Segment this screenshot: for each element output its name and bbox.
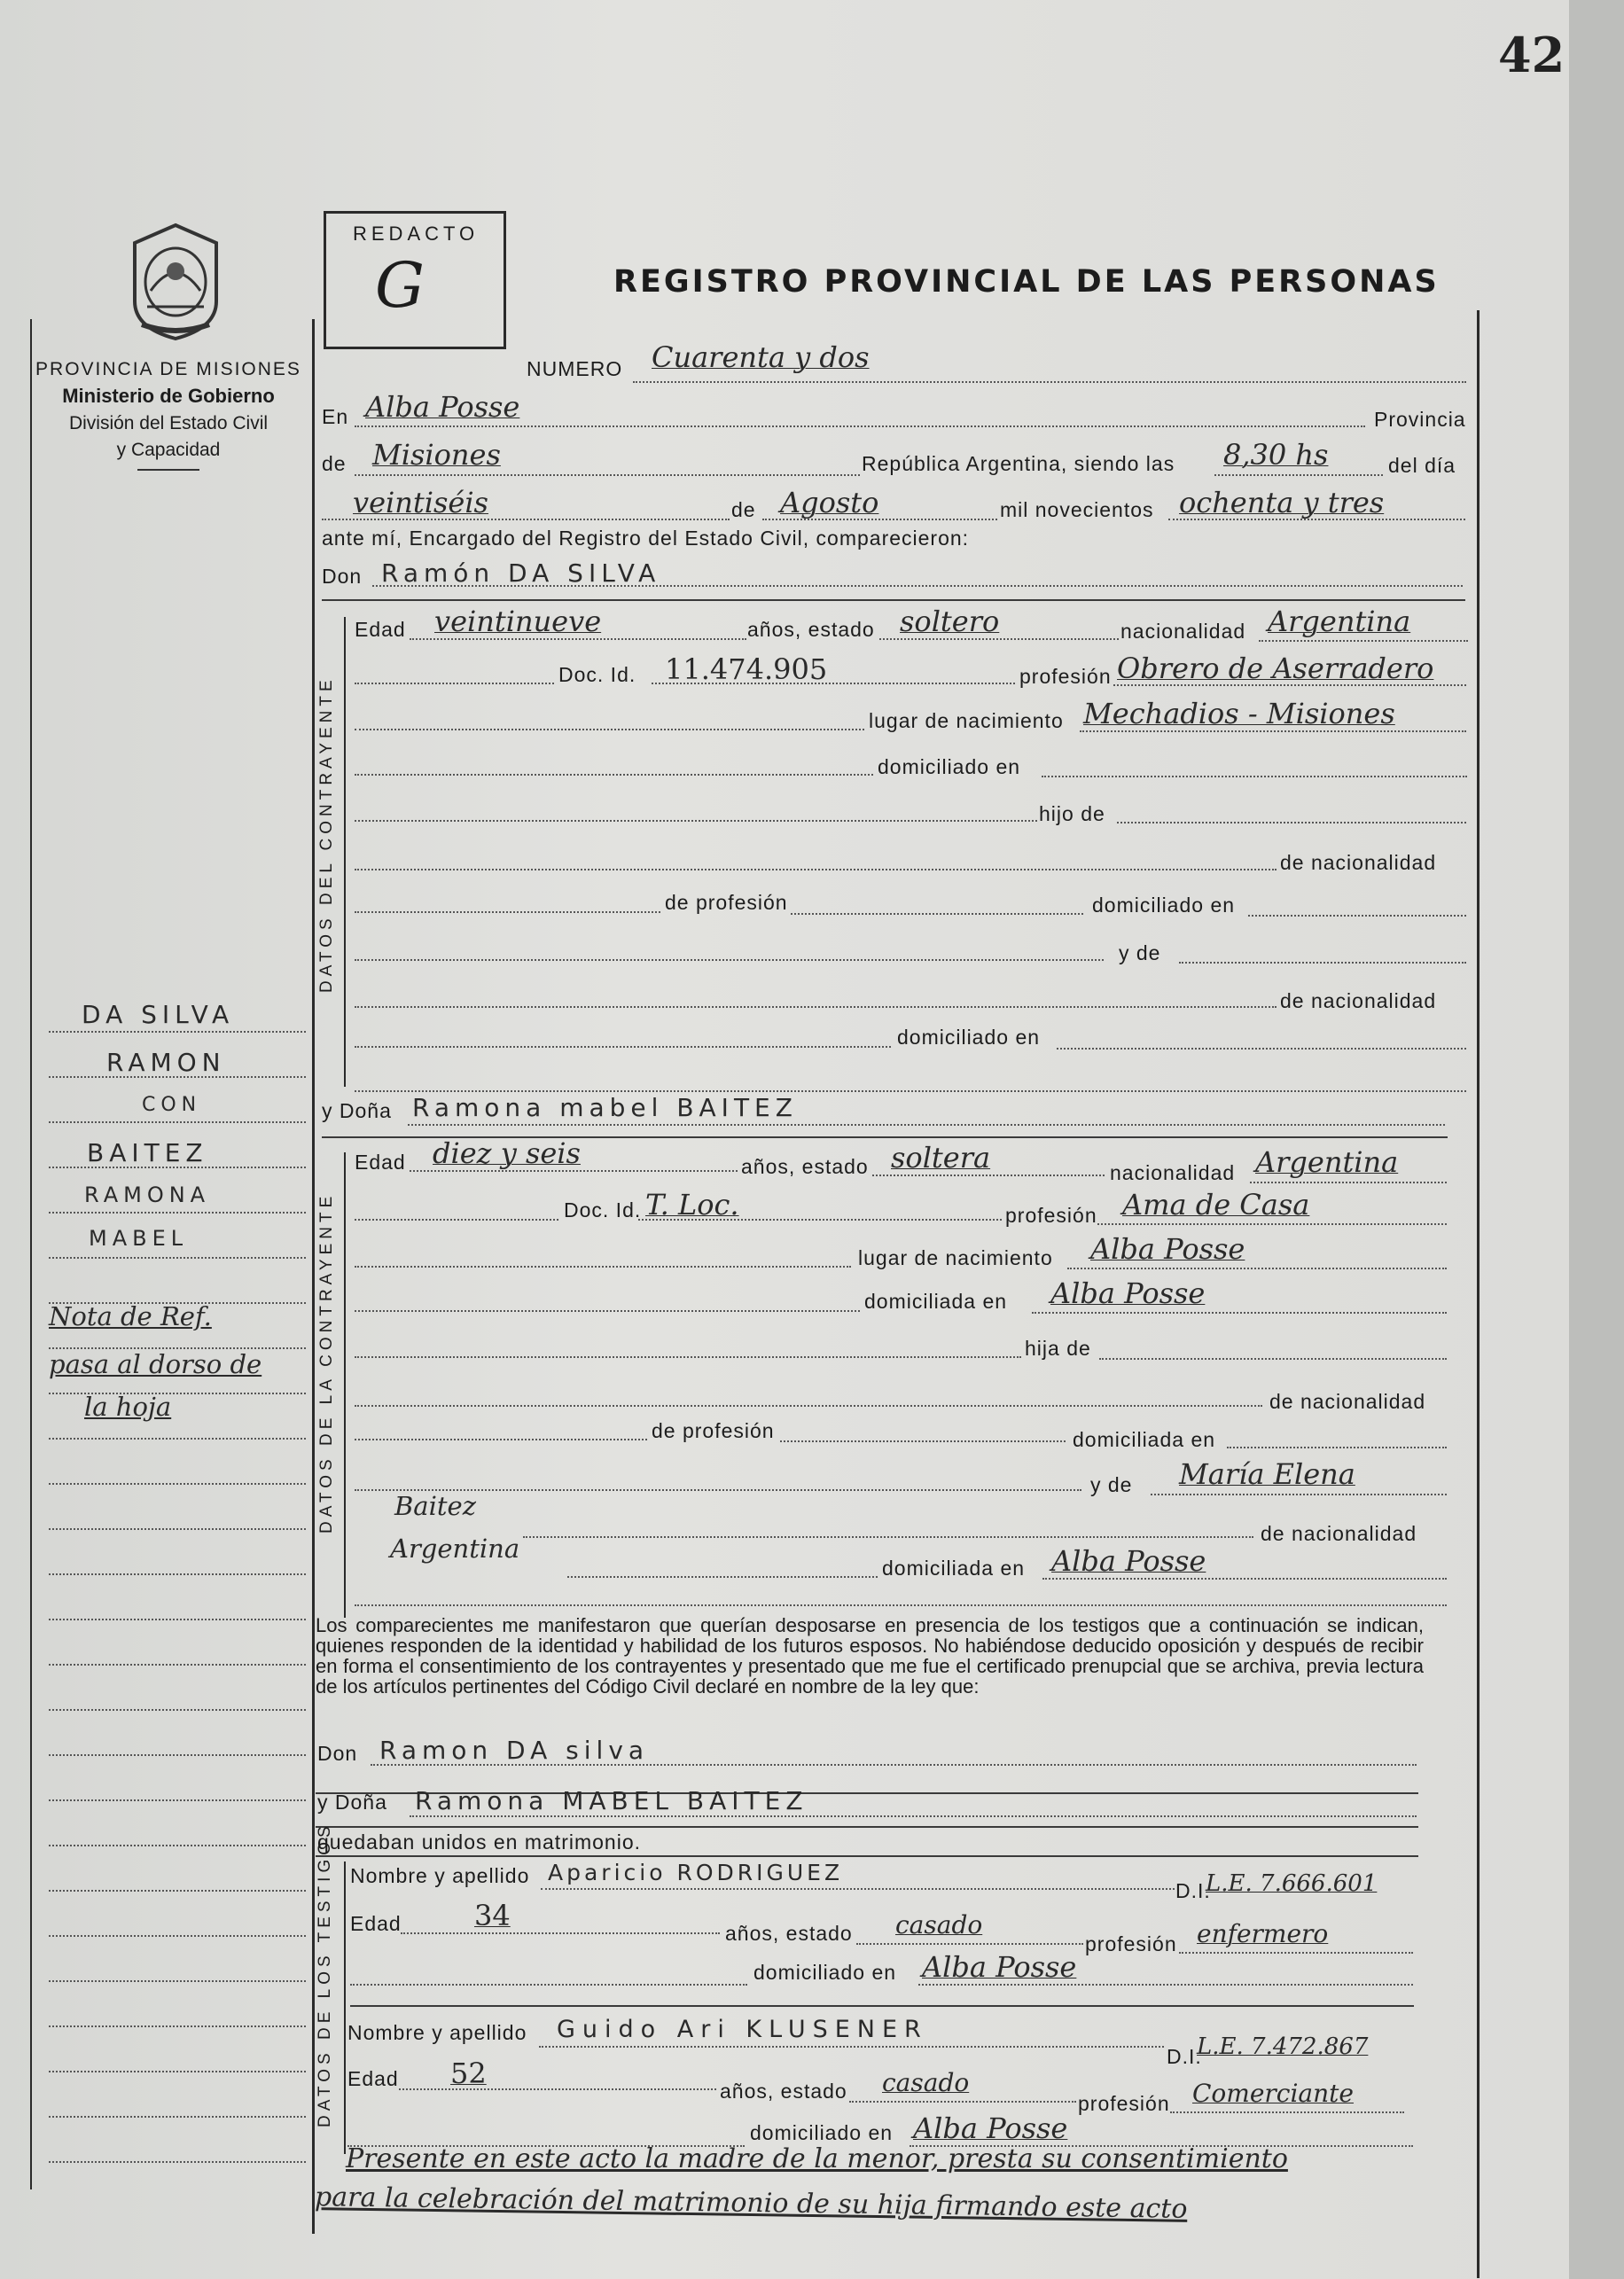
margin-ruled-line <box>49 1754 306 1756</box>
b-edad-line <box>410 1170 738 1172</box>
w1-dom-pre-line <box>350 1984 747 1986</box>
don-value: Ramón DA SILVA <box>381 558 661 588</box>
w1-anios-label: años, estado <box>725 1922 853 1945</box>
hora-value: 8,30 hs <box>1223 438 1329 472</box>
main-right-line <box>1477 310 1480 2278</box>
left-margin-line <box>30 319 32 2189</box>
document-title: REGISTRO PROVINCIAL DE LAS PERSONAS <box>613 264 1440 300</box>
w1-domiciliado-value: Alba Posse <box>922 1950 1077 1984</box>
b-yde-line <box>1151 1494 1447 1495</box>
numero-value: Cuarenta y dos <box>652 340 870 374</box>
g-edad-label: Edad <box>355 618 406 641</box>
decl-don-value: Ramon DA silva <box>379 1736 650 1765</box>
g-de-profesion-label: de profesión <box>665 891 788 914</box>
declaration-text: Los comparecientes me manifestaron que querían desposarse en presencia de los testigos que a continuación se indican, quienes responden de la identidad y habilidad de los futuros esposos. No habiéndose deducido oposición y después de recibir en forma el consentimiento de los contrayentes y presentado que me fue el certificado prenupcial que se archiva, previa lectura de los artículos pertinentes del Código Civil declaré en nombre de la ley que: <box>316 1614 1424 1698</box>
mes-value: Agosto <box>780 486 879 519</box>
margin-ruled-line <box>49 1212 306 1214</box>
b-de-nacionalidad-label: de nacionalidad <box>1269 1390 1426 1413</box>
g-doc-pre-line <box>355 683 554 684</box>
witness-bracket <box>344 1861 346 2154</box>
w1-nombre-value: Aparicio RODRIGUEZ <box>548 1860 844 1885</box>
b-domiciliada2-label: domiciliada en <box>1073 1428 1216 1451</box>
g-nacionalidad-value: Argentina <box>1268 605 1411 638</box>
bride-bracket <box>344 1152 346 1618</box>
margin-bride-name: RAMONA <box>84 1182 211 1207</box>
g-domiciliado-label: domiciliado en <box>878 755 1021 778</box>
margin-bride-surname: BAITEZ <box>87 1138 208 1167</box>
margin-ruled-line <box>49 1709 306 1711</box>
quedaban-rule <box>316 1855 1418 1857</box>
b-nac2-pre-line <box>355 1405 1262 1407</box>
org-division: División del Estado Civil <box>68 413 269 433</box>
margin-ruled-line <box>49 1483 306 1485</box>
witness-note-line2: para la celebración del matrimonio de su hija firmando este acto <box>314 2181 1188 2225</box>
w1-di-label: D.I. <box>1175 1879 1211 1902</box>
b-madre-domicilio: Alba Posse <box>1051 1544 1206 1578</box>
margin-surname: DA SILVA <box>82 1000 235 1029</box>
b-y-de-label: y de <box>1090 1473 1133 1496</box>
g-domiciliado-en-label: domiciliado en <box>1092 894 1236 917</box>
g-y-de-label: y de <box>1119 941 1161 964</box>
g-doc-label: Doc. Id. <box>558 663 636 686</box>
g-nac2-pre-line <box>355 869 1277 870</box>
groom-bracket <box>344 617 346 1087</box>
b-de-profesion-label: de profesión <box>652 1419 775 1442</box>
margin-ruled-line <box>49 1528 306 1530</box>
b-lugar-pre-line <box>355 1266 851 1268</box>
don-underline <box>322 599 1465 601</box>
dona-label: y Doña <box>322 1099 392 1122</box>
margin-ruled-line <box>49 1845 306 1846</box>
margin-ruled-line <box>49 2025 306 2027</box>
g-estado-value: soltero <box>900 605 1000 638</box>
w2-nombre-line <box>539 2046 1164 2048</box>
g-nac-line <box>1259 640 1468 642</box>
g-yde-line <box>1179 962 1466 964</box>
page-number: 42 <box>1498 27 1565 83</box>
b-nacionalidad-label: nacionalidad <box>1110 1161 1236 1184</box>
w1-profesion-value: enfermero <box>1197 1919 1329 1948</box>
de-value: Misiones <box>372 438 501 472</box>
anio-value: ochenta y tres <box>1179 486 1385 519</box>
groom-side-label: DATOS DEL CONTRAYENTE <box>317 675 336 993</box>
g-hijo-line <box>1117 822 1466 823</box>
decl-dona-label: y Doña <box>317 1791 387 1814</box>
witness-side-label: DATOS DE LOS TESTIGOS <box>316 1822 334 2127</box>
g-dom-line <box>1042 776 1467 777</box>
provincia-label: Provincia <box>1374 408 1466 431</box>
g-lugar-line <box>1080 730 1466 732</box>
g-de-nacionalidad2-label: de nacionalidad <box>1280 989 1437 1012</box>
margin-ruled-line <box>49 1799 306 1801</box>
dona-value: Ramona mabel BAITEZ <box>412 1093 798 1122</box>
g-domiciliado3-label: domiciliado en <box>897 1026 1041 1049</box>
b-hija-label: hija de <box>1025 1337 1091 1360</box>
b-edad-label: Edad <box>355 1151 406 1174</box>
main-left-line <box>312 319 315 2234</box>
g-hijo-pre-line <box>355 820 1037 822</box>
g-dom3-pre-line <box>355 1046 891 1048</box>
w2-estado-line <box>849 2101 1076 2103</box>
g-profesion-value: Obrero de Aserradero <box>1117 652 1434 685</box>
margin-ruled-line <box>49 1890 306 1892</box>
g-lugar-label: lugar de nacimiento <box>869 709 1064 732</box>
margin-name: RAMON <box>106 1048 226 1077</box>
g-edad-value: veintinueve <box>434 605 602 638</box>
b-domiciliada-label: domiciliada en <box>864 1290 1008 1313</box>
b-domiciliada-value: Alba Posse <box>1050 1276 1206 1310</box>
b-lugar-value: Alba Posse <box>1090 1232 1245 1266</box>
del-dia-label: del día <box>1388 454 1456 477</box>
b-hija-pre-line <box>355 1356 1021 1358</box>
bride-side-label: DATOS DE LA CONTRAYENTE <box>317 1191 336 1534</box>
margin-note1: Nota de Ref. <box>49 1301 212 1331</box>
b-madre-nacionalidad: Argentina <box>390 1534 520 1564</box>
b-madre-apellido: Baitez <box>394 1491 476 1521</box>
g-profesion-label: profesión <box>1019 665 1112 688</box>
en-value: Alba Posse <box>365 390 520 424</box>
org-province: PROVINCIA DE MISIONES <box>35 359 301 379</box>
g-extra-line <box>355 1090 1466 1092</box>
g-nac3-pre-line <box>355 1006 1277 1008</box>
w1-profesion-label: profesión <box>1085 1932 1177 1955</box>
redacto-label: REDACTO <box>353 222 480 245</box>
b-doc-value: T. Loc. <box>645 1188 739 1221</box>
b-hija-line <box>1099 1358 1447 1360</box>
w2-edad-line <box>399 2088 716 2090</box>
g-lugar-value: Mechadios - Misiones <box>1083 697 1395 730</box>
g-de-nacionalidad-label: de nacionalidad <box>1280 851 1437 874</box>
b-domiciliada3-label: domiciliada en <box>882 1557 1026 1580</box>
de-line <box>355 474 860 476</box>
don-label: Don <box>322 565 363 588</box>
b-prof-line <box>1097 1223 1447 1225</box>
b-doc-label: Doc. Id. <box>564 1198 642 1221</box>
republica-label: República Argentina, siendo las <box>862 452 1175 475</box>
w2-prof-line <box>1170 2111 1404 2113</box>
org-ministry: Ministerio de Gobierno <box>62 385 275 407</box>
margin-ruled-line <box>49 2071 306 2072</box>
b-prof2-pre-line <box>355 1439 647 1440</box>
b-de-nacionalidad2-label: de nacionalidad <box>1261 1522 1417 1545</box>
w2-di-label: D.I. <box>1167 2045 1202 2068</box>
w1-di-value: L.E. 7.666.601 <box>1206 1870 1378 1897</box>
w1-nombre-label: Nombre y apellido <box>350 1864 530 1887</box>
margin-ruled-line <box>49 1980 306 1982</box>
mil-label: mil novecientos <box>1000 498 1154 521</box>
b-lugar-label: lugar de nacimiento <box>858 1246 1053 1269</box>
b-prof2-line <box>780 1440 1066 1442</box>
issuing-office <box>27 356 310 471</box>
b-estado-value: soltera <box>891 1141 991 1175</box>
margin-ruled-line <box>49 1664 306 1666</box>
b-madre-value: María Elena <box>1179 1457 1355 1491</box>
org-capacity: y Capacidad <box>116 440 221 460</box>
w2-profesion-label: profesión <box>1078 2092 1170 2115</box>
g-prof2-pre-line <box>355 911 660 913</box>
margin-ruled-line <box>49 1935 306 1937</box>
en-line <box>355 425 1365 427</box>
b-dom3-pre-line <box>567 1576 878 1578</box>
ante-label: ante mí, Encargado del Registro del Estado Civil, comparecieron: <box>322 527 970 550</box>
redacto-box <box>324 211 506 349</box>
hora-line <box>1214 474 1383 476</box>
b-dom2-line <box>1227 1447 1447 1448</box>
w2-nombre-value: Guido Ari KLUSENER <box>557 2016 928 2043</box>
w2-di-value: L.E. 7.472.867 <box>1197 2033 1369 2060</box>
margin-con: CON <box>142 1094 202 1116</box>
g-nacionalidad-label: nacionalidad <box>1120 620 1246 643</box>
decl-dona-line <box>410 1815 1417 1817</box>
margin-ruled-line <box>49 1031 306 1033</box>
g-edad-line <box>410 638 746 640</box>
w1-prof-line <box>1179 1952 1413 1954</box>
en-label: En <box>322 405 349 428</box>
decl-dona-rule <box>316 1826 1418 1828</box>
w2-domiciliado-value: Alba Posse <box>913 2111 1068 2145</box>
w1-dom-line <box>918 1984 1413 1986</box>
b-doc-pre-line <box>355 1219 558 1221</box>
w2-edad-value: 52 <box>450 2057 487 2090</box>
b-nac-line <box>1250 1182 1447 1183</box>
numero-label: NUMERO <box>527 357 623 380</box>
w1-edad-value: 34 <box>474 1899 511 1932</box>
w2-nombre-label: Nombre y apellido <box>347 2021 527 2044</box>
w2-edad-label: Edad <box>347 2067 399 2090</box>
margin-bride-second: MABEL <box>89 1226 189 1251</box>
page-edge <box>1569 0 1624 2279</box>
provincial-seal-icon <box>124 220 227 342</box>
w2-domiciliado-label: domiciliado en <box>750 2121 894 2144</box>
b-nacionalidad-value: Argentina <box>1255 1145 1399 1179</box>
g-dom-pre-line <box>355 774 873 776</box>
b-profesion-value: Ama de Casa <box>1122 1188 1310 1221</box>
b-dom-pre-line <box>355 1310 860 1312</box>
g-dom2-line <box>1248 915 1466 917</box>
witness-note-line1: Presente en este acto la madre de la menor, presta su consentimiento <box>346 2143 1288 2174</box>
margin-note2: pasa al dorso de <box>49 1349 262 1379</box>
quedaban-text: quedaban unidos en matrimonio. <box>317 1830 642 1854</box>
margin-ruled-line <box>49 1257 306 1259</box>
g-estado-line <box>879 638 1119 640</box>
w1-edad-label: Edad <box>350 1912 402 1935</box>
g-lugar-pre-line <box>355 729 864 730</box>
w1-domiciliado-label: domiciliado en <box>753 1961 897 1984</box>
b-nac3-pre-line <box>523 1536 1253 1538</box>
margin-ruled-line <box>49 1121 306 1123</box>
g-anios-label: años, estado <box>747 618 875 641</box>
w1-edad-line <box>401 1932 720 1934</box>
g-doc-value: 11.474.905 <box>665 652 828 686</box>
g-prof2-line <box>791 913 1083 915</box>
b-edad-value: diez y seis <box>433 1136 581 1170</box>
margin-ruled-line <box>49 2116 306 2118</box>
margin-ruled-line <box>49 1573 306 1575</box>
dona-line <box>408 1124 1445 1126</box>
g-hijo-label: hijo de <box>1039 802 1105 825</box>
w1-nombre-line <box>541 1888 1175 1890</box>
b-dom3-line <box>1042 1578 1447 1580</box>
g-yde-pre-line <box>355 959 1104 961</box>
margin-ruled-line <box>49 2161 306 2163</box>
b-dom-line <box>1032 1312 1447 1314</box>
b-anios-label: años, estado <box>741 1155 869 1178</box>
b-extra-line <box>355 1604 1447 1606</box>
decl-dona-value: Ramona MABEL BAITEZ <box>415 1786 808 1815</box>
numero-line <box>633 381 1466 383</box>
w2-anios-label: años, estado <box>720 2080 847 2103</box>
de-label: de <box>322 452 347 475</box>
w2-estado-value: casado <box>882 2068 970 2097</box>
b-lugar-line <box>1067 1268 1447 1269</box>
b-estado-line <box>872 1175 1105 1176</box>
w1-estado-value: casado <box>895 1910 983 1939</box>
w2-profesion-value: Comerciante <box>1192 2079 1354 2108</box>
w1-estado-line <box>856 1943 1083 1945</box>
margin-ruled-line <box>49 1619 306 1620</box>
de-mes-label: de <box>731 498 756 521</box>
g-dom3-line <box>1057 1048 1466 1050</box>
margin-ruled-line <box>49 1438 306 1440</box>
dia-value: veintiséis <box>353 486 488 519</box>
decl-don-label: Don <box>317 1742 358 1765</box>
redacto-initial: G <box>375 249 425 322</box>
b-profesion-label: profesión <box>1005 1204 1097 1227</box>
margin-note3: la hoja <box>84 1392 172 1422</box>
w1-rule <box>350 2005 1414 2007</box>
